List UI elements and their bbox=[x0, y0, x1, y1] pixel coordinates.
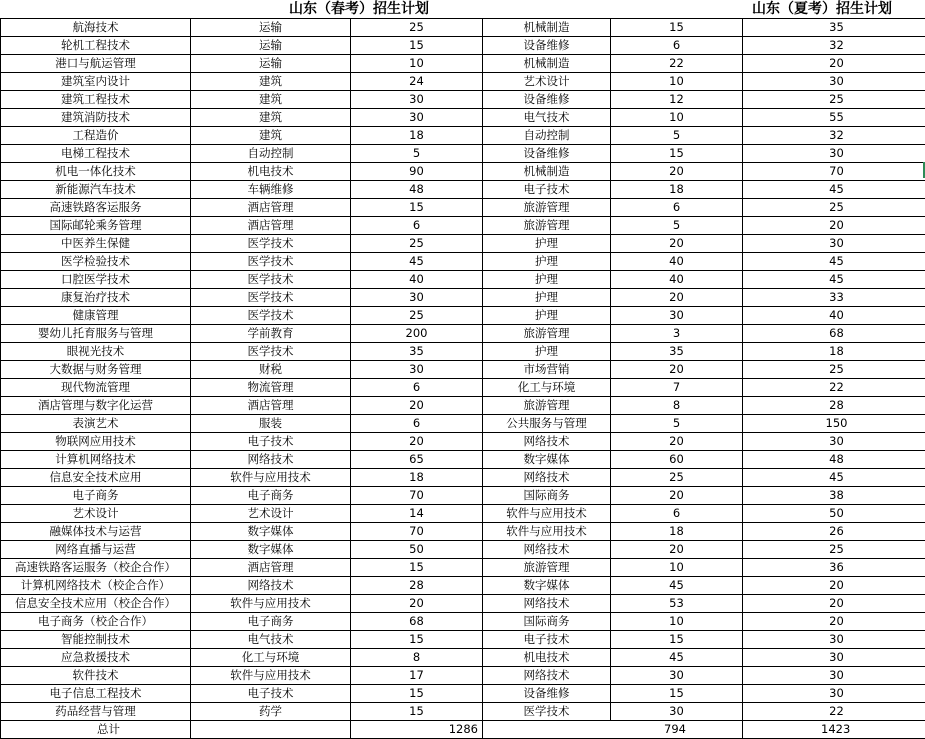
cell-summer-category[interactable]: 自动控制 bbox=[483, 127, 611, 145]
cell-summer-quota[interactable]: 30 bbox=[611, 703, 743, 721]
cell-spring-quota[interactable]: 14 bbox=[351, 505, 483, 523]
cell-major[interactable]: 电子商务（校企合作） bbox=[1, 613, 191, 631]
cell-summer-plan[interactable]: 35 bbox=[743, 19, 925, 37]
cell-summer-category[interactable]: 护理 bbox=[483, 343, 611, 361]
cell-spring-quota[interactable]: 6 bbox=[351, 379, 483, 397]
cell-summer-category[interactable]: 旅游管理 bbox=[483, 217, 611, 235]
cell-summer-quota[interactable]: 20 bbox=[611, 361, 743, 379]
table-row bbox=[1, 127, 925, 145]
cell-summer-category[interactable]: 设备维修 bbox=[483, 37, 611, 55]
cell-summer-category[interactable]: 设备维修 bbox=[483, 685, 611, 703]
cell-summer-plan[interactable]: 22 bbox=[743, 703, 925, 721]
cell-category[interactable]: 软件与应用技术 bbox=[191, 595, 351, 613]
cell-major[interactable]: 电子商务 bbox=[1, 487, 191, 505]
cell-major[interactable]: 酒店管理与数字化运营 bbox=[1, 397, 191, 415]
cell-major[interactable]: 表演艺术 bbox=[1, 415, 191, 433]
cell-category[interactable]: 学前教育 bbox=[191, 325, 351, 343]
cell-category[interactable]: 医学技术 bbox=[191, 343, 351, 361]
cell-summer-plan[interactable]: 68 bbox=[743, 325, 925, 343]
cell-summer-plan[interactable]: 32 bbox=[743, 127, 925, 145]
cell-major[interactable]: 新能源汽车技术 bbox=[1, 181, 191, 199]
cell-summer-category[interactable]: 网络技术 bbox=[483, 667, 611, 685]
table-row bbox=[1, 595, 925, 613]
cell-spring-quota[interactable]: 18 bbox=[351, 127, 483, 145]
cell-summer-category[interactable]: 电子技术 bbox=[483, 631, 611, 649]
cell-major[interactable]: 医学检验技术 bbox=[1, 253, 191, 271]
cell-summer-quota[interactable]: 15 bbox=[611, 145, 743, 163]
total-empty-cell[interactable] bbox=[191, 721, 351, 739]
cell-category[interactable]: 电子商务 bbox=[191, 487, 351, 505]
summer-total[interactable]: 1423 bbox=[743, 721, 925, 739]
table-row bbox=[1, 523, 925, 541]
cell-summer-category[interactable]: 护理 bbox=[483, 235, 611, 253]
cell-summer-category[interactable]: 软件与应用技术 bbox=[483, 523, 611, 541]
cell-category[interactable]: 酒店管理 bbox=[191, 397, 351, 415]
cell-major[interactable]: 国际邮轮乘务管理 bbox=[1, 217, 191, 235]
cell-category[interactable]: 化工与环境 bbox=[191, 649, 351, 667]
cell-category[interactable]: 医学技术 bbox=[191, 235, 351, 253]
cell-category[interactable]: 软件与应用技术 bbox=[191, 667, 351, 685]
cell-major[interactable]: 康复治疗技术 bbox=[1, 289, 191, 307]
cell-summer-quota[interactable]: 25 bbox=[611, 469, 743, 487]
cell-spring-quota[interactable]: 6 bbox=[351, 415, 483, 433]
cell-summer-category[interactable]: 网络技术 bbox=[483, 595, 611, 613]
cell-summer-category[interactable]: 旅游管理 bbox=[483, 559, 611, 577]
cell-summer-category[interactable]: 公共服务与管理 bbox=[483, 415, 611, 433]
table-row bbox=[1, 19, 925, 37]
cell-summer-category[interactable]: 网络技术 bbox=[483, 541, 611, 559]
table-row bbox=[1, 73, 925, 91]
cell-category[interactable]: 酒店管理 bbox=[191, 217, 351, 235]
table-row bbox=[1, 163, 925, 181]
cell-spring-quota[interactable]: 17 bbox=[351, 667, 483, 685]
cell-summer-quota[interactable]: 6 bbox=[611, 199, 743, 217]
cell-category[interactable]: 医学技术 bbox=[191, 253, 351, 271]
cell-major[interactable]: 信息安全技术应用 bbox=[1, 469, 191, 487]
cell-summer-category[interactable]: 国际商务 bbox=[483, 613, 611, 631]
cell-summer-plan[interactable]: 25 bbox=[743, 91, 925, 109]
cell-spring-quota[interactable]: 70 bbox=[351, 487, 483, 505]
cell-major[interactable]: 计算机网络技术 bbox=[1, 451, 191, 469]
total-label[interactable]: 总计 bbox=[1, 721, 191, 739]
cell-category[interactable]: 医学技术 bbox=[191, 307, 351, 325]
cell-spring-quota[interactable]: 8 bbox=[351, 649, 483, 667]
cell-major[interactable]: 眼视光技术 bbox=[1, 343, 191, 361]
cell-summer-quota[interactable]: 45 bbox=[611, 577, 743, 595]
cell-major[interactable]: 网络直播与运营 bbox=[1, 541, 191, 559]
cell-category[interactable]: 药学 bbox=[191, 703, 351, 721]
cell-summer-plan[interactable]: 45 bbox=[743, 253, 925, 271]
table-body bbox=[1, 19, 925, 739]
cell-category[interactable]: 建筑 bbox=[191, 127, 351, 145]
cell-major[interactable]: 融媒体技术与运营 bbox=[1, 523, 191, 541]
cell-category[interactable]: 网络技术 bbox=[191, 577, 351, 595]
cell-summer-quota[interactable]: 20 bbox=[611, 235, 743, 253]
cell-summer-plan[interactable]: 25 bbox=[743, 361, 925, 379]
cell-summer-category[interactable]: 设备维修 bbox=[483, 145, 611, 163]
cell-summer-category[interactable]: 旅游管理 bbox=[483, 325, 611, 343]
cell-category[interactable]: 自动控制 bbox=[191, 145, 351, 163]
cell-summer-quota[interactable]: 20 bbox=[611, 433, 743, 451]
cell-summer-quota[interactable]: 7 bbox=[611, 379, 743, 397]
cell-major[interactable]: 健康管理 bbox=[1, 307, 191, 325]
cell-summer-plan[interactable]: 20 bbox=[743, 55, 925, 73]
cell-spring-quota[interactable]: 45 bbox=[351, 253, 483, 271]
cell-summer-category[interactable]: 机械制造 bbox=[483, 19, 611, 37]
cell-summer-category[interactable]: 机电技术 bbox=[483, 649, 611, 667]
table-row bbox=[1, 235, 925, 253]
table-row bbox=[1, 343, 925, 361]
cell-major[interactable]: 口腔医学技术 bbox=[1, 271, 191, 289]
cell-summer-quota[interactable]: 12 bbox=[611, 91, 743, 109]
cell-major[interactable]: 建筑消防技术 bbox=[1, 109, 191, 127]
cell-category[interactable]: 电子技术 bbox=[191, 433, 351, 451]
table-row bbox=[1, 613, 925, 631]
table-row bbox=[1, 379, 925, 397]
cell-major[interactable]: 建筑工程技术 bbox=[1, 91, 191, 109]
cell-summer-quota[interactable]: 6 bbox=[611, 37, 743, 55]
cell-summer-quota[interactable]: 30 bbox=[611, 667, 743, 685]
cell-spring-quota[interactable]: 40 bbox=[351, 271, 483, 289]
cell-spring-quota[interactable]: 18 bbox=[351, 469, 483, 487]
cell-spring-quota[interactable]: 24 bbox=[351, 73, 483, 91]
cell-major[interactable]: 中医养生保健 bbox=[1, 235, 191, 253]
table-row bbox=[1, 685, 925, 703]
cell-summer-plan[interactable]: 70 bbox=[743, 163, 925, 181]
table-row bbox=[1, 217, 925, 235]
cell-spring-quota[interactable]: 200 bbox=[351, 325, 483, 343]
cell-summer-quota[interactable]: 15 bbox=[611, 631, 743, 649]
cell-category[interactable]: 软件与应用技术 bbox=[191, 469, 351, 487]
spring-total[interactable]: 1286 bbox=[351, 721, 483, 739]
cell-summer-category[interactable]: 网络技术 bbox=[483, 433, 611, 451]
total-row bbox=[1, 721, 925, 739]
cell-summer-quota[interactable]: 15 bbox=[611, 685, 743, 703]
cell-summer-plan[interactable]: 18 bbox=[743, 343, 925, 361]
cell-major[interactable]: 港口与航运管理 bbox=[1, 55, 191, 73]
cell-summer-quota[interactable]: 20 bbox=[611, 487, 743, 505]
cell-spring-quota[interactable]: 15 bbox=[351, 631, 483, 649]
cell-category[interactable]: 电气技术 bbox=[191, 631, 351, 649]
cell-major[interactable]: 艺术设计 bbox=[1, 505, 191, 523]
cell-spring-quota[interactable]: 90 bbox=[351, 163, 483, 181]
cell-major[interactable]: 高速铁路客运服务 bbox=[1, 199, 191, 217]
cell-spring-quota[interactable]: 25 bbox=[351, 235, 483, 253]
cell-major[interactable]: 智能控制技术 bbox=[1, 631, 191, 649]
cell-summer-plan[interactable]: 50 bbox=[743, 505, 925, 523]
cell-summer-quota[interactable]: 45 bbox=[611, 649, 743, 667]
cell-summer-plan[interactable]: 20 bbox=[743, 595, 925, 613]
cell-category[interactable]: 物流管理 bbox=[191, 379, 351, 397]
table-row bbox=[1, 631, 925, 649]
cell-summer-plan[interactable]: 30 bbox=[743, 433, 925, 451]
cell-major[interactable]: 电子信息工程技术 bbox=[1, 685, 191, 703]
table-row bbox=[1, 559, 925, 577]
cell-summer-plan[interactable]: 36 bbox=[743, 559, 925, 577]
cell-summer-quota[interactable]: 20 bbox=[611, 163, 743, 181]
cell-major[interactable]: 药品经营与管理 bbox=[1, 703, 191, 721]
table-row bbox=[1, 415, 925, 433]
cell-category[interactable]: 数字媒体 bbox=[191, 523, 351, 541]
cell-summer-plan[interactable]: 25 bbox=[743, 541, 925, 559]
cell-summer-category[interactable]: 旅游管理 bbox=[483, 397, 611, 415]
cell-category[interactable]: 车辆维修 bbox=[191, 181, 351, 199]
cell-major[interactable]: 大数据与财务管理 bbox=[1, 361, 191, 379]
table-row bbox=[1, 325, 925, 343]
cell-category[interactable]: 财税 bbox=[191, 361, 351, 379]
cell-spring-quota[interactable]: 20 bbox=[351, 397, 483, 415]
cell-summer-category[interactable]: 网络技术 bbox=[483, 469, 611, 487]
cell-spring-quota[interactable]: 70 bbox=[351, 523, 483, 541]
cell-category[interactable]: 建筑 bbox=[191, 73, 351, 91]
cell-summer-quota[interactable]: 10 bbox=[611, 613, 743, 631]
table-row bbox=[1, 487, 925, 505]
cell-summer-plan[interactable]: 22 bbox=[743, 379, 925, 397]
cell-major[interactable]: 应急救援技术 bbox=[1, 649, 191, 667]
cell-category[interactable]: 医学技术 bbox=[191, 289, 351, 307]
table-row bbox=[1, 55, 925, 73]
cell-summer-plan[interactable]: 48 bbox=[743, 451, 925, 469]
cell-category[interactable]: 医学技术 bbox=[191, 271, 351, 289]
cell-spring-quota[interactable]: 30 bbox=[351, 361, 483, 379]
cell-category[interactable]: 建筑 bbox=[191, 91, 351, 109]
cell-spring-quota[interactable]: 15 bbox=[351, 37, 483, 55]
cell-summer-plan[interactable]: 150 bbox=[743, 415, 925, 433]
cell-spring-quota[interactable]: 25 bbox=[351, 307, 483, 325]
cell-major[interactable]: 婴幼儿托育服务与管理 bbox=[1, 325, 191, 343]
cell-spring-quota[interactable]: 68 bbox=[351, 613, 483, 631]
cell-category[interactable]: 运输 bbox=[191, 55, 351, 73]
cell-summer-plan[interactable]: 20 bbox=[743, 613, 925, 631]
cell-spring-quota[interactable]: 20 bbox=[351, 433, 483, 451]
table-row bbox=[1, 433, 925, 451]
cell-summer-plan[interactable]: 26 bbox=[743, 523, 925, 541]
cell-summer-quota[interactable]: 53 bbox=[611, 595, 743, 613]
table-row bbox=[1, 541, 925, 559]
cell-summer-plan[interactable]: 33 bbox=[743, 289, 925, 307]
cell-category[interactable]: 电子商务 bbox=[191, 613, 351, 631]
table-row bbox=[1, 109, 925, 127]
cell-summer-category[interactable]: 医学技术 bbox=[483, 703, 611, 721]
table-row bbox=[1, 577, 925, 595]
cell-summer-plan[interactable]: 28 bbox=[743, 397, 925, 415]
cell-summer-plan[interactable]: 38 bbox=[743, 487, 925, 505]
cell-major[interactable]: 物联网应用技术 bbox=[1, 433, 191, 451]
cell-summer-category[interactable]: 电子技术 bbox=[483, 181, 611, 199]
cell-category[interactable]: 数字媒体 bbox=[191, 541, 351, 559]
table-row bbox=[1, 253, 925, 271]
cell-summer-plan[interactable]: 30 bbox=[743, 667, 925, 685]
cell-major[interactable]: 航海技术 bbox=[1, 19, 191, 37]
cell-category[interactable]: 服装 bbox=[191, 415, 351, 433]
cell-summer-plan[interactable]: 45 bbox=[743, 271, 925, 289]
cell-summer-plan[interactable]: 32 bbox=[743, 37, 925, 55]
cell-summer-quota[interactable]: 35 bbox=[611, 343, 743, 361]
cell-summer-plan[interactable]: 30 bbox=[743, 631, 925, 649]
cell-spring-quota[interactable]: 15 bbox=[351, 685, 483, 703]
cell-summer-plan[interactable]: 30 bbox=[743, 649, 925, 667]
table-row bbox=[1, 505, 925, 523]
cell-spring-quota[interactable]: 25 bbox=[351, 19, 483, 37]
table-row bbox=[1, 361, 925, 379]
table-row bbox=[1, 649, 925, 667]
cell-category[interactable]: 酒店管理 bbox=[191, 559, 351, 577]
cell-summer-quota[interactable]: 10 bbox=[611, 73, 743, 91]
table-row bbox=[1, 37, 925, 55]
cell-spring-quota[interactable]: 15 bbox=[351, 703, 483, 721]
cell-summer-category[interactable]: 数字媒体 bbox=[483, 451, 611, 469]
cell-summer-plan[interactable]: 40 bbox=[743, 307, 925, 325]
cell-category[interactable]: 酒店管理 bbox=[191, 199, 351, 217]
cell-summer-quota[interactable]: 10 bbox=[611, 109, 743, 127]
cell-spring-quota[interactable]: 6 bbox=[351, 217, 483, 235]
cell-spring-quota[interactable]: 20 bbox=[351, 595, 483, 613]
cell-summer-quota[interactable]: 10 bbox=[611, 559, 743, 577]
cell-summer-plan[interactable]: 45 bbox=[743, 181, 925, 199]
cell-summer-category[interactable]: 护理 bbox=[483, 289, 611, 307]
cell-summer-quota[interactable]: 5 bbox=[611, 415, 743, 433]
table-row bbox=[1, 271, 925, 289]
cell-spring-quota[interactable]: 15 bbox=[351, 199, 483, 217]
cell-summer-category[interactable]: 设备维修 bbox=[483, 91, 611, 109]
cell-major[interactable]: 高速铁路客运服务（校企合作） bbox=[1, 559, 191, 577]
summer-plan-header: 山东（夏考）招生计划 bbox=[752, 1, 892, 17]
cell-summer-plan[interactable]: 55 bbox=[743, 109, 925, 127]
cell-summer-plan[interactable]: 30 bbox=[743, 73, 925, 91]
cell-spring-quota[interactable]: 35 bbox=[351, 343, 483, 361]
cell-summer-quota[interactable]: 18 bbox=[611, 523, 743, 541]
cell-summer-category[interactable]: 化工与环境 bbox=[483, 379, 611, 397]
cell-major[interactable]: 信息安全技术应用（校企合作） bbox=[1, 595, 191, 613]
cell-summer-quota[interactable]: 6 bbox=[611, 505, 743, 523]
cell-spring-quota[interactable]: 65 bbox=[351, 451, 483, 469]
cell-summer-category[interactable]: 旅游管理 bbox=[483, 199, 611, 217]
cell-summer-quota[interactable]: 30 bbox=[611, 307, 743, 325]
cell-summer-quota[interactable]: 40 bbox=[611, 253, 743, 271]
cell-major[interactable]: 现代物流管理 bbox=[1, 379, 191, 397]
cell-summer-category[interactable]: 护理 bbox=[483, 253, 611, 271]
cell-summer-quota[interactable]: 22 bbox=[611, 55, 743, 73]
table-row bbox=[1, 667, 925, 685]
table-row bbox=[1, 145, 925, 163]
spring-plan-header: 山东（春考）招生计划 bbox=[289, 1, 429, 17]
table-row bbox=[1, 469, 925, 487]
cell-major[interactable]: 轮机工程技术 bbox=[1, 37, 191, 55]
cell-category[interactable]: 艺术设计 bbox=[191, 505, 351, 523]
cell-summer-plan[interactable]: 30 bbox=[743, 235, 925, 253]
cell-major[interactable]: 建筑室内设计 bbox=[1, 73, 191, 91]
cell-category[interactable]: 机电技术 bbox=[191, 163, 351, 181]
cell-summer-category[interactable]: 护理 bbox=[483, 271, 611, 289]
cell-summer-quota[interactable]: 20 bbox=[611, 289, 743, 307]
cell-summer-category[interactable]: 护理 bbox=[483, 307, 611, 325]
cell-spring-quota[interactable]: 30 bbox=[351, 91, 483, 109]
cell-spring-quota[interactable]: 28 bbox=[351, 577, 483, 595]
table-row bbox=[1, 199, 925, 217]
cell-summer-quota[interactable]: 8 bbox=[611, 397, 743, 415]
cell-major[interactable]: 软件技术 bbox=[1, 667, 191, 685]
cell-summer-plan[interactable]: 30 bbox=[743, 685, 925, 703]
cell-summer-plan[interactable]: 20 bbox=[743, 217, 925, 235]
cell-major[interactable]: 电梯工程技术 bbox=[1, 145, 191, 163]
cell-summer-category[interactable]: 数字媒体 bbox=[483, 577, 611, 595]
cell-spring-quota[interactable]: 30 bbox=[351, 289, 483, 307]
cell-spring-quota[interactable]: 10 bbox=[351, 55, 483, 73]
cell-summer-category[interactable]: 软件与应用技术 bbox=[483, 505, 611, 523]
table-row bbox=[1, 451, 925, 469]
cell-summer-quota[interactable]: 15 bbox=[611, 19, 743, 37]
cell-major[interactable]: 工程造价 bbox=[1, 127, 191, 145]
table-row bbox=[1, 397, 925, 415]
cell-spring-quota[interactable]: 5 bbox=[351, 145, 483, 163]
cell-category[interactable]: 运输 bbox=[191, 37, 351, 55]
cell-summer-quota[interactable]: 60 bbox=[611, 451, 743, 469]
cell-summer-quota[interactable]: 3 bbox=[611, 325, 743, 343]
cell-category[interactable]: 运输 bbox=[191, 19, 351, 37]
cell-summer-plan[interactable]: 25 bbox=[743, 199, 925, 217]
cell-spring-quota[interactable]: 48 bbox=[351, 181, 483, 199]
cell-summer-quota[interactable]: 5 bbox=[611, 127, 743, 145]
cell-summer-category[interactable]: 国际商务 bbox=[483, 487, 611, 505]
table-row bbox=[1, 91, 925, 109]
cell-major[interactable]: 计算机网络技术（校企合作） bbox=[1, 577, 191, 595]
summer-mid-total[interactable]: 794 bbox=[483, 721, 743, 739]
cell-summer-plan[interactable]: 45 bbox=[743, 469, 925, 487]
cell-major[interactable]: 机电一体化技术 bbox=[1, 163, 191, 181]
cell-summer-plan[interactable]: 30 bbox=[743, 145, 925, 163]
enrollment-plan-table bbox=[0, 18, 925, 739]
cell-summer-quota[interactable]: 40 bbox=[611, 271, 743, 289]
table-row bbox=[1, 703, 925, 721]
cell-summer-quota[interactable]: 20 bbox=[611, 541, 743, 559]
cell-category[interactable]: 网络技术 bbox=[191, 451, 351, 469]
cell-summer-quota[interactable]: 18 bbox=[611, 181, 743, 199]
cell-summer-category[interactable]: 艺术设计 bbox=[483, 73, 611, 91]
cell-summer-category[interactable]: 机械制造 bbox=[483, 163, 611, 181]
table-row bbox=[1, 289, 925, 307]
cell-summer-category[interactable]: 机械制造 bbox=[483, 55, 611, 73]
table-row bbox=[1, 307, 925, 325]
cell-category[interactable]: 电子技术 bbox=[191, 685, 351, 703]
cell-summer-plan[interactable]: 20 bbox=[743, 577, 925, 595]
cell-summer-quota[interactable]: 5 bbox=[611, 217, 743, 235]
table-row bbox=[1, 181, 925, 199]
cell-summer-category[interactable]: 市场营销 bbox=[483, 361, 611, 379]
cell-spring-quota[interactable]: 30 bbox=[351, 109, 483, 127]
cell-category[interactable]: 建筑 bbox=[191, 109, 351, 127]
cell-spring-quota[interactable]: 15 bbox=[351, 559, 483, 577]
cell-summer-category[interactable]: 电气技术 bbox=[483, 109, 611, 127]
cell-spring-quota[interactable]: 50 bbox=[351, 541, 483, 559]
